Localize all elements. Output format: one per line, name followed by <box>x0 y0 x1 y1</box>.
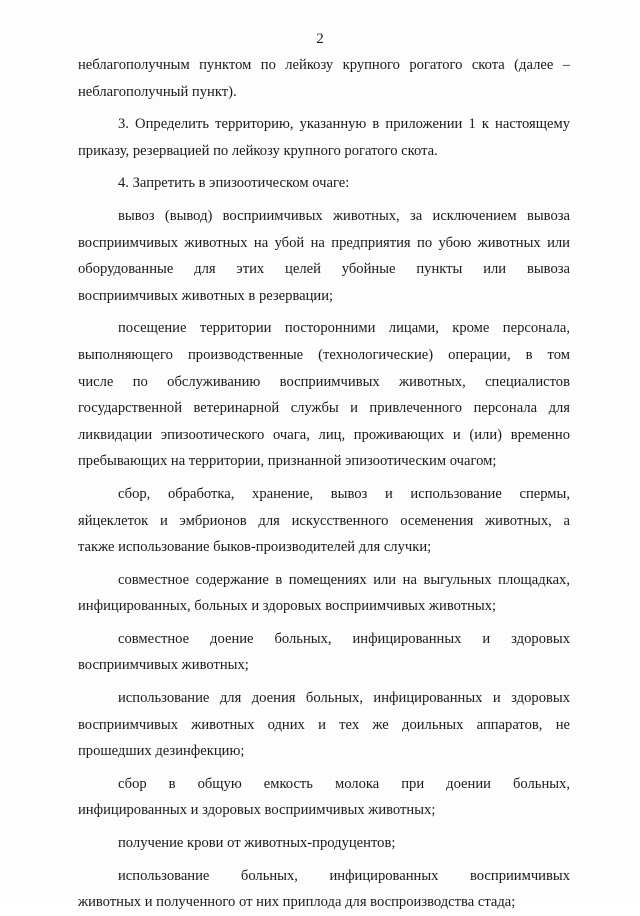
text-line: восприимчивых животных; <box>78 657 249 674</box>
paragraph <box>78 315 570 475</box>
text-line: ликвидации эпизоотического очага, лиц, проживающих и (или) временно <box>78 426 570 443</box>
text-line: прошедших дезинфекцию; <box>78 743 245 760</box>
text-line: получение крови от животных-продуцентов; <box>118 835 396 852</box>
paragraph <box>78 111 570 164</box>
paragraph <box>78 567 570 620</box>
text-line: пребывающих на территории, признанной эпизоотическим очагом; <box>78 453 497 470</box>
paragraph <box>78 685 570 765</box>
text-line: 4. Запретить в эпизоотическом очаге: <box>118 175 350 192</box>
paragraph <box>78 481 570 561</box>
paragraph <box>78 830 570 857</box>
text-line: неблагополучный пункт). <box>78 83 237 100</box>
text-line: совместное содержание в помещениях или на выгульных площадках, <box>118 571 570 588</box>
paragraph <box>78 771 570 824</box>
text-line: восприимчивых животных одних и тех же доильных аппаратов, не <box>78 716 570 733</box>
text-line: числе по обслуживанию восприимчивых животных, специалистов <box>78 373 570 390</box>
text-line: сбор в общую емкость молока при доении больных, <box>118 775 570 792</box>
text-line: яйцеклеток и эмбрионов для искусственного осеменения животных, а <box>78 512 570 529</box>
text-line: использование больных, инфицированных восприимчивых <box>118 867 570 884</box>
text-line: неблагополучным пунктом по лейкозу крупного рогатого скота (далее – <box>78 57 570 73</box>
text-line: сбор, обработка, хранение, вывоз и использование спермы, <box>118 485 570 502</box>
text-line: государственной ветеринарной службы и привлеченного персонала для <box>78 400 570 417</box>
page-number: 2 <box>316 31 324 47</box>
paragraph <box>78 170 570 197</box>
text-line: также использование быков-производителей для случки; <box>78 539 432 556</box>
text-line: 3. Определить территорию, указанную в приложении 1 к настоящему <box>118 116 570 133</box>
text-line: животных и полученного от них приплода для воспроизводства стада; <box>78 894 516 911</box>
text-line: использование для доения больных, инфицированных и здоровых <box>118 690 570 707</box>
paragraph <box>78 863 570 916</box>
paragraph <box>78 52 570 105</box>
text-line: приказу, резервацией по лейкозу крупного рогатого скота. <box>78 142 438 159</box>
document-body <box>78 52 570 916</box>
text-line: совместное доение больных, инфицированных и здоровых <box>118 630 570 647</box>
text-line: вывоз (вывод) восприимчивых животных, за исключением вывоза <box>118 207 570 224</box>
text-line: инфицированных и здоровых восприимчивых животных; <box>78 802 436 819</box>
paragraph <box>78 626 570 679</box>
text-line: восприимчивых животных в резервации; <box>78 287 334 304</box>
text-line: выполняющего производственные (технологические) операции, в том <box>78 346 570 363</box>
text-line: инфицированных, больных и здоровых восприимчивых животных; <box>78 598 497 615</box>
paragraph <box>78 203 570 309</box>
text-line: восприимчивых животных на убой на предприятия по убою животных или <box>78 234 570 251</box>
text-line: посещение территории посторонними лицами, кроме персонала, <box>118 320 570 337</box>
text-line: оборудованные для этих целей убойные пункты или вывоза <box>78 261 570 278</box>
